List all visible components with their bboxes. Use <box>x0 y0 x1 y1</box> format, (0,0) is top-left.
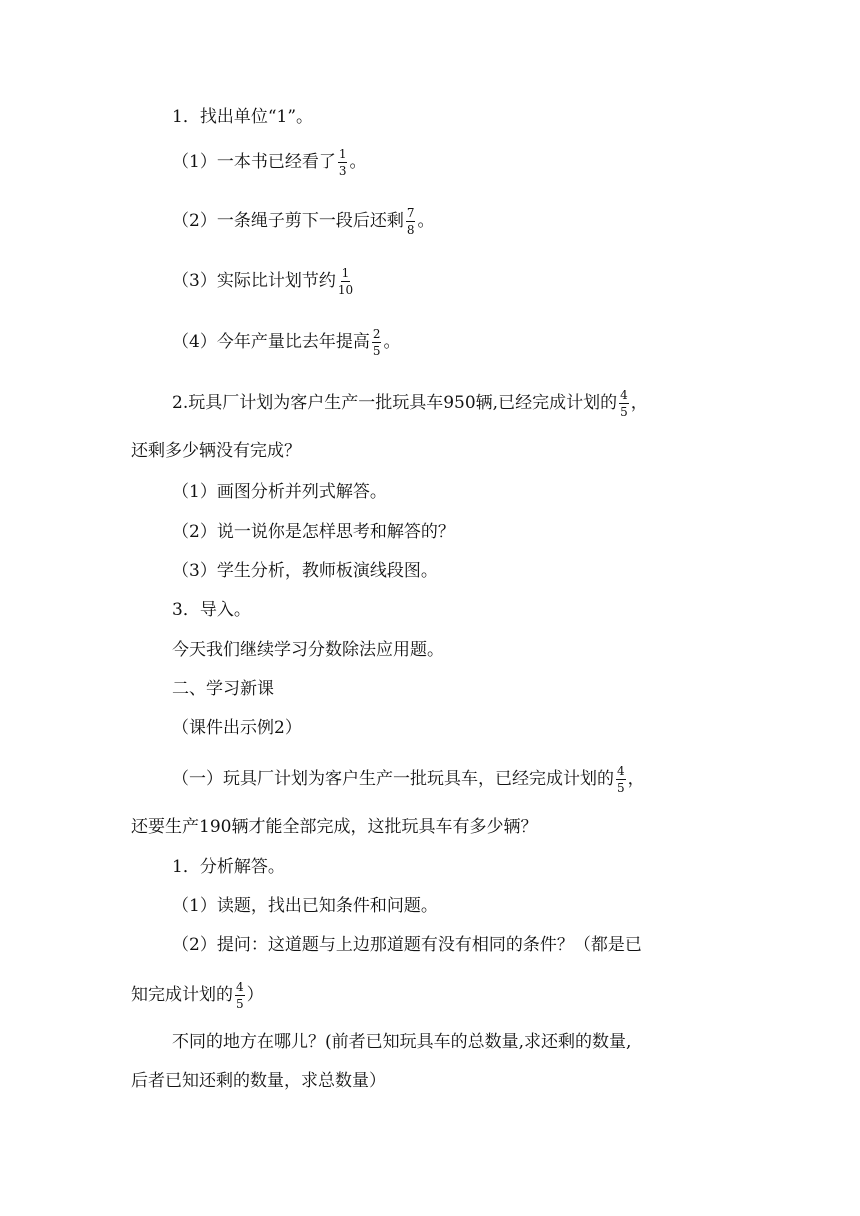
text: 还剩多少辆没有完成？ <box>131 441 301 461</box>
text: （2）一条绳子剪下一段后还剩 <box>172 211 404 231</box>
numerator: 1 <box>338 147 347 161</box>
numerator: 7 <box>406 206 415 220</box>
text: （2）提问：这道题与上边那道题有没有相同的条件？（都是已 <box>172 935 642 955</box>
text: 1．找出单位“1”。 <box>172 107 314 127</box>
text: 3．导入。 <box>172 600 251 620</box>
step-3 <box>172 563 438 580</box>
fraction <box>338 148 348 177</box>
fraction <box>616 765 626 794</box>
example-problem <box>172 765 645 794</box>
text: 。 <box>383 332 401 352</box>
denominator: 5 <box>236 997 244 1011</box>
text: ， <box>630 393 648 413</box>
fraction <box>372 328 382 357</box>
text: （课件出示例2） <box>172 718 302 738</box>
text: 还要生产190辆才能全部完成，这批玩具车有多少辆？ <box>131 817 538 837</box>
section-import-heading <box>172 602 251 619</box>
step-2 <box>172 524 455 541</box>
numerator: 2 <box>372 327 381 341</box>
text: （一）玩具厂计划为客户生产一批玩具车，已经完成计划的 <box>172 769 614 789</box>
text: 2.玩具厂计划为客户生产一批玩具车950辆,已经完成计划的 <box>172 393 618 413</box>
difference-paragraph-continued <box>131 1073 386 1090</box>
text: 。 <box>417 211 435 231</box>
text: ） <box>246 985 264 1005</box>
text: （2）说一说你是怎样思考和解答的？ <box>172 522 455 542</box>
text: 知完成计划的 <box>131 985 233 1005</box>
text: 1．分析解答。 <box>172 857 285 877</box>
example-label <box>172 720 302 737</box>
example-problem-continued <box>131 819 537 836</box>
step-1 <box>172 484 387 501</box>
text: （1）一本书已经看了 <box>172 152 336 172</box>
section-new-lesson-heading <box>172 681 274 698</box>
numerator: 4 <box>236 980 244 994</box>
item-1 <box>172 148 366 177</box>
text: 二、学习新课 <box>172 679 274 699</box>
denominator: 8 <box>406 223 415 237</box>
section-analysis-heading <box>172 859 285 876</box>
text: 今天我们继续学习分数除法应用题。 <box>172 640 444 660</box>
text: ， <box>627 769 645 789</box>
denominator: 3 <box>338 164 347 178</box>
item-2 <box>172 207 434 236</box>
problem-2-continued <box>131 443 301 460</box>
text: 不同的地方在哪儿？(前者已知玩具车的总数量,求还剩的数量, <box>172 1032 632 1052</box>
difference-paragraph <box>172 1034 631 1051</box>
analysis-step-1 <box>172 898 438 915</box>
fraction <box>235 981 245 1010</box>
analysis-step-2-continued <box>131 981 264 1010</box>
denominator: 5 <box>620 405 628 419</box>
problem-2 <box>172 389 648 418</box>
fraction <box>406 207 416 236</box>
fraction <box>338 267 353 296</box>
text: 。 <box>349 152 367 172</box>
intro-paragraph <box>172 642 444 659</box>
text: （1）画图分析并列式解答。 <box>172 482 387 502</box>
numerator: 4 <box>617 764 625 778</box>
analysis-step-2 <box>172 937 642 954</box>
denominator: 5 <box>372 344 381 358</box>
section-find-unit-heading <box>172 109 313 126</box>
text: （4）今年产量比去年提高 <box>172 332 370 352</box>
text: 后者已知还剩的数量，求总数量） <box>131 1071 386 1091</box>
denominator: 10 <box>337 283 354 297</box>
fraction <box>619 389 629 418</box>
denominator: 5 <box>617 781 625 795</box>
text: （1）读题，找出已知条件和问题。 <box>172 896 438 916</box>
text: （3）实际比计划节约 <box>172 271 336 291</box>
numerator: 1 <box>341 266 350 280</box>
item-4 <box>172 328 400 357</box>
item-3 <box>172 267 355 296</box>
numerator: 4 <box>620 388 628 402</box>
text: （3）学生分析，教师板演线段图。 <box>172 561 438 581</box>
